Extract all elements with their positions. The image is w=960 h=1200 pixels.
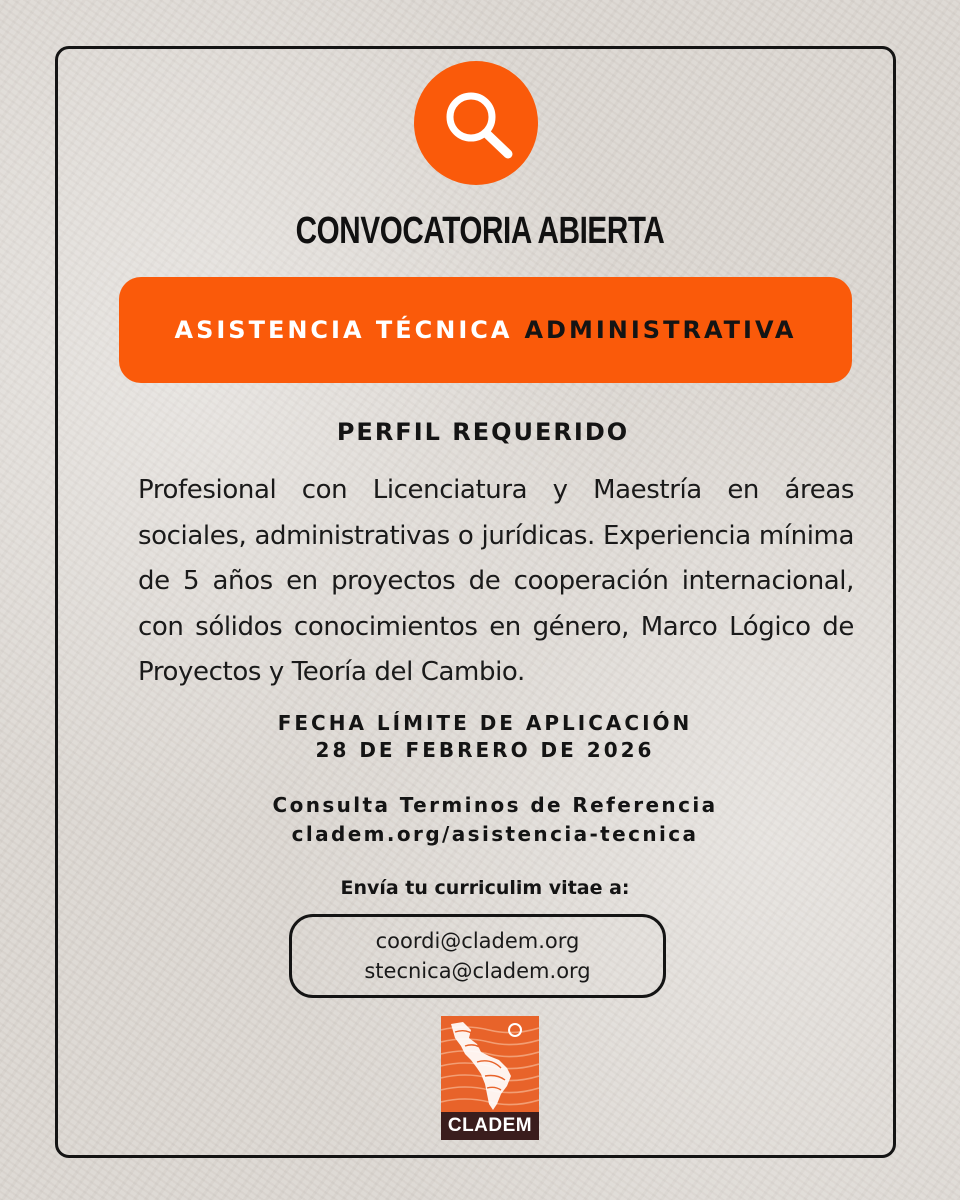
role-title-secondary: ADMINISTRATIVA: [524, 316, 797, 344]
send-cv-label: Envía tu curriculim vitae a:: [340, 877, 630, 899]
email-box: [289, 914, 666, 998]
cladem-logo: [441, 1016, 539, 1140]
reference-url[interactable]: cladem.org/asistencia-tecnica: [291, 822, 699, 846]
latin-america-map-icon: [441, 1016, 539, 1112]
email-coordination[interactable]: coordi@cladem.org: [375, 929, 580, 953]
deadline-block: [0, 710, 960, 764]
search-badge: [414, 61, 538, 185]
deadline-label: FECHA LÍMITE DE APLICACIÓN: [277, 711, 693, 735]
profile-heading: PERFIL REQUERIDO: [336, 418, 630, 446]
reference-label: Consulta Terminos de Referencia: [272, 793, 718, 817]
reference-block: [0, 791, 960, 849]
deadline-date: 28 DE FEBRERO DE 2026: [315, 738, 655, 762]
search-icon: [414, 61, 538, 185]
page-title: CONVOCATORIA ABIERTA: [295, 210, 665, 252]
logo-wordmark: CLADEM: [441, 1112, 539, 1140]
profile-description: Profesional con Licenciatura y Maestría en áreas sociales, administrativas o jurídicas. Experiencia mínima de 5 años en proyectos de cooperación internacional, con sólidos conocimientos en género, Marco Lógico de Proyectos y Teoría del Cambio.: [138, 475, 854, 687]
email-technical[interactable]: stecnica@cladem.org: [364, 959, 591, 983]
role-title-primary: ASISTENCIA TÉCNICA: [174, 316, 513, 344]
role-banner: [119, 277, 852, 383]
